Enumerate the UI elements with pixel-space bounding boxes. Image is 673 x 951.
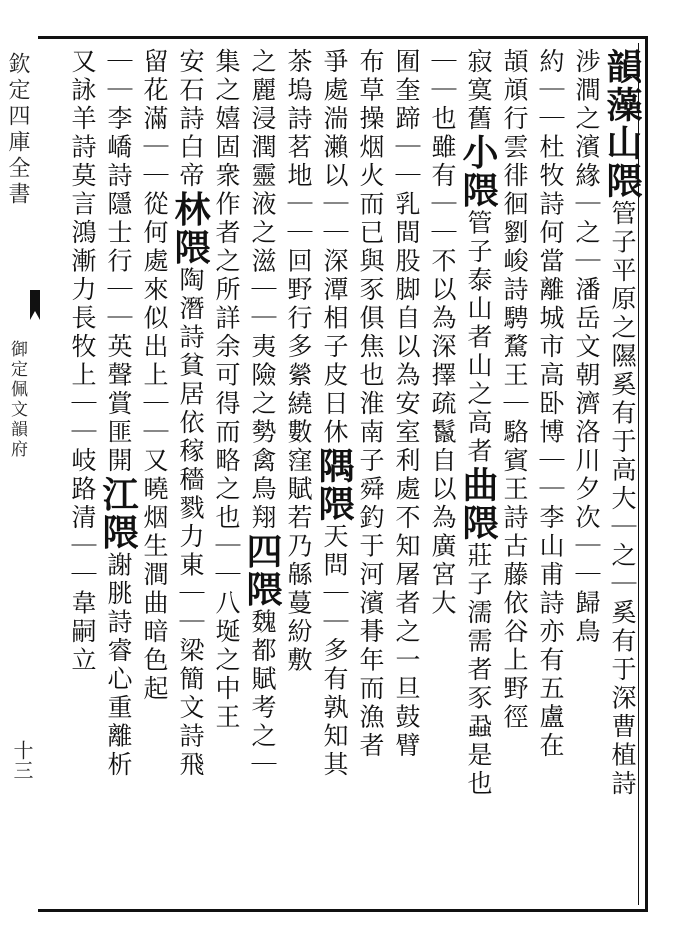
text-column — [97, 48, 139, 900]
entry-text: 寂寞舊 — [464, 48, 493, 134]
entry-text: 囿奎蹄｜｜乳間股脚自以為安室利處不知屠者之一旦鼓臂 — [392, 48, 421, 761]
text-column — [532, 48, 568, 900]
text-column — [457, 48, 499, 900]
text-column — [208, 48, 244, 900]
headword: 小隈 — [457, 133, 499, 210]
entry-text: 約｜｜杜牧詩何當離城市高卧博｜｜李山甫詩亦有五盧在 — [536, 48, 565, 761]
text-column — [424, 48, 460, 900]
entry-text: 陶潛詩貧居依稼穡戮力東｜｜梁簡文詩飛 — [176, 266, 205, 780]
entry-text: 集之嬉固衆作者之所詳余可得而略之也｜｜八埏之中王 — [212, 48, 241, 732]
text-column — [136, 48, 172, 900]
text-column — [313, 48, 355, 900]
entry-text: ｜｜李嶠詩隱士行｜｜英聲賞匪開 — [104, 48, 133, 476]
entry-text: 安石詩白帝 — [176, 48, 205, 191]
text-column — [352, 48, 388, 900]
entry-text: 之麗浸潤靈液之滋｜｜夷險之勢禽鳥翔 — [248, 48, 277, 533]
page-number: 十三 — [10, 740, 34, 780]
headword: 山隈 — [601, 124, 643, 200]
entry-text: 謝朓詩睿心重離析 — [104, 551, 133, 780]
entry-text: ｜｜也雖有｜｜不以為深擇疏鬣自以為廣宮大 — [428, 48, 457, 618]
headword: 江隈 — [97, 475, 139, 552]
entry-text: 又詠羊詩莫言鴻漸力長牧上｜｜岐路清｜｜韋嗣立 — [68, 48, 97, 675]
book-title: 欽定四庫全書 — [5, 52, 30, 208]
text-column — [388, 48, 424, 900]
headword: 林隈 — [169, 190, 211, 267]
headword: 隅隈 — [313, 447, 355, 523]
entry-text: 管子泰山者山之高者 — [464, 209, 493, 466]
text-column — [169, 48, 211, 900]
text-column — [568, 48, 604, 900]
headword: 曲隈 — [457, 466, 499, 542]
entry-text: 魏都賦考之｜ — [248, 608, 277, 780]
entry-text: 天問｜｜多有孰知其 — [320, 523, 349, 780]
entry-text: 涉澗之濱緣｜之｜潘岳文朝濟洛川夕次｜｜歸鳥 — [572, 48, 601, 647]
headword: 韻藻 — [601, 48, 643, 124]
entry-text: 茶塢詩茗地｜｜回野行多縈繞數窪賦若乃緜蔓紛敷 — [284, 48, 313, 675]
entry-text: 管子平原之隰奚有于高大｜之｜奚有于深曹植詩 — [608, 200, 637, 799]
text-column — [601, 48, 643, 900]
entry-text: 布草操烟火而已與豕俱焦也淮南子舜釣于河濱朞年而漁者 — [356, 48, 385, 761]
entry-text: 爭處湍瀨以｜｜深潭相子皮日休 — [320, 48, 349, 447]
text-column — [64, 48, 100, 900]
text-column — [496, 48, 532, 900]
entry-text: 莊子濡需者豕蝨是也 — [464, 542, 493, 799]
entry-text: 頡頏行雲徘徊劉峻詩騁騖王｜駱賓王詩古藤依谷上野徑 — [500, 48, 529, 732]
text-column — [241, 48, 283, 900]
entry-text: 留花滿｜｜從何處來似出上｜｜又曉烟生澗曲暗色起 — [140, 48, 169, 704]
headword: 四隈 — [241, 532, 283, 609]
book-subtitle: 御定佩文韻府 — [7, 340, 27, 460]
text-columns — [58, 48, 643, 900]
text-column — [280, 48, 316, 900]
